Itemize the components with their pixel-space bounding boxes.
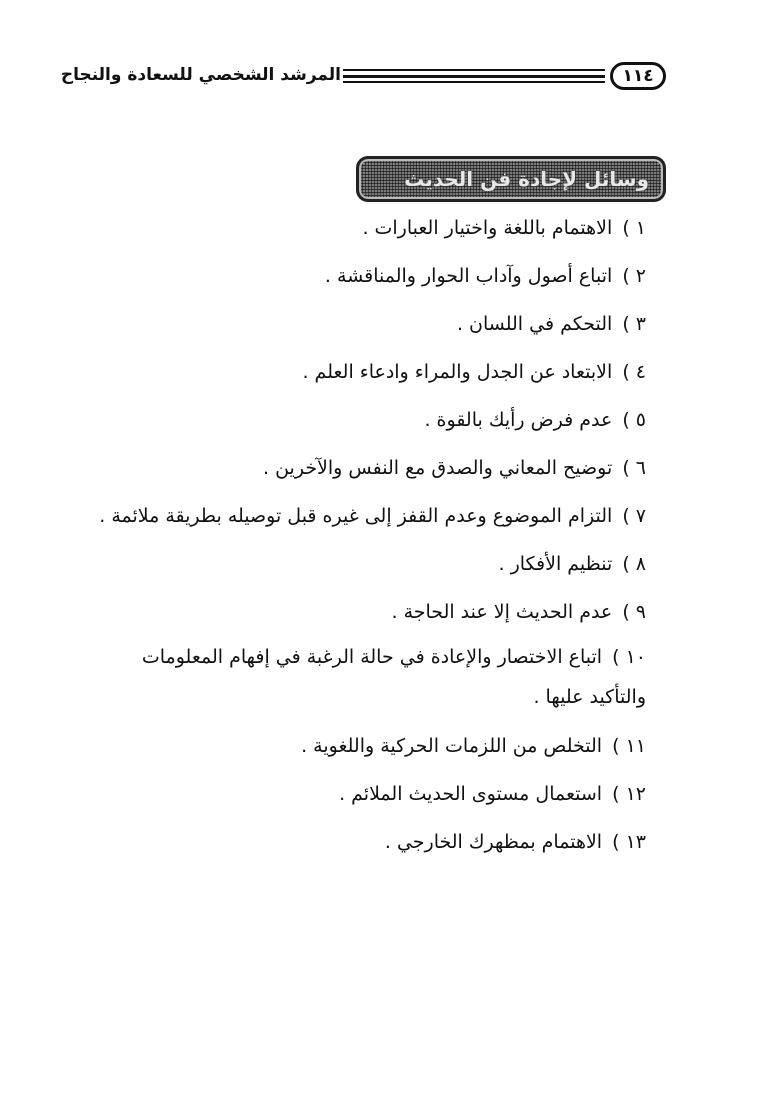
- list-item: [90, 301, 646, 349]
- list-item: [90, 637, 646, 723]
- item-text: الاهتمام باللغة واختيار العبارات .: [362, 217, 613, 239]
- tips-list: [90, 205, 646, 867]
- item-number: ٨ ): [622, 553, 646, 575]
- list-item: [90, 819, 646, 867]
- item-number: ٧ ): [622, 505, 646, 527]
- item-number: ١٠ ): [612, 646, 646, 668]
- list-item: [90, 771, 646, 819]
- list-item: [90, 541, 646, 589]
- header-rule: [343, 75, 605, 78]
- list-item: [90, 493, 646, 541]
- list-item: [90, 723, 646, 771]
- item-number: ٤ ): [622, 361, 646, 383]
- item-number: ٣ ): [622, 313, 646, 335]
- header-rule: [343, 69, 605, 71]
- page-number: ١١٤: [622, 66, 654, 86]
- book-title: المرشد الشخصي للسعادة والنجاح: [60, 65, 341, 85]
- item-text: تنظيم الأفكار .: [498, 553, 613, 575]
- item-text: الاهتمام بمظهرك الخارجي .: [384, 831, 603, 853]
- item-number: ٦ ): [622, 457, 646, 479]
- item-text: التحكم في اللسان .: [456, 313, 613, 335]
- list-item: [90, 349, 646, 397]
- item-number: ١٣ ): [612, 831, 646, 853]
- item-text: التخلص من اللزمات الحركية واللغوية .: [301, 735, 603, 757]
- list-item: [90, 397, 646, 445]
- page-number-badge: [610, 62, 666, 90]
- list-item: [90, 589, 646, 637]
- item-text: توضيح المعاني والصدق مع النفس والآخرين .: [263, 457, 613, 479]
- item-number: ٢ ): [622, 265, 646, 287]
- item-number: ٩ ): [622, 601, 646, 623]
- list-item: [90, 253, 646, 301]
- item-text: الابتعاد عن الجدل والمراء وادعاء العلم .: [302, 361, 613, 383]
- list-item: [90, 205, 646, 253]
- item-number: ١١ ): [612, 735, 646, 757]
- item-number: ١ ): [622, 217, 646, 239]
- item-text: اتباع الاختصار والإعادة في حالة الرغبة في إفهام المعلومات والتأكيد عليها .: [141, 646, 646, 708]
- banner-text: وسائل لإجادة فن الحديث: [404, 167, 649, 191]
- section-banner: [356, 156, 666, 202]
- item-text: عدم الحديث إلا عند الحاجة .: [391, 601, 613, 623]
- item-text: عدم فرض رأيك بالقوة .: [424, 409, 613, 431]
- item-number: ١٢ ): [612, 783, 646, 805]
- item-text: التزام الموضوع وعدم القفز إلى غيره قبل توصيله بطريقة ملائمة .: [99, 505, 613, 527]
- list-item: [90, 445, 646, 493]
- item-text: استعمال مستوى الحديث الملائم .: [339, 783, 603, 805]
- header-rule: [343, 81, 605, 83]
- page-header: [0, 58, 765, 98]
- item-number: ٥ ): [622, 409, 646, 431]
- item-text: اتباع أصول وآداب الحوار والمناقشة .: [324, 265, 613, 287]
